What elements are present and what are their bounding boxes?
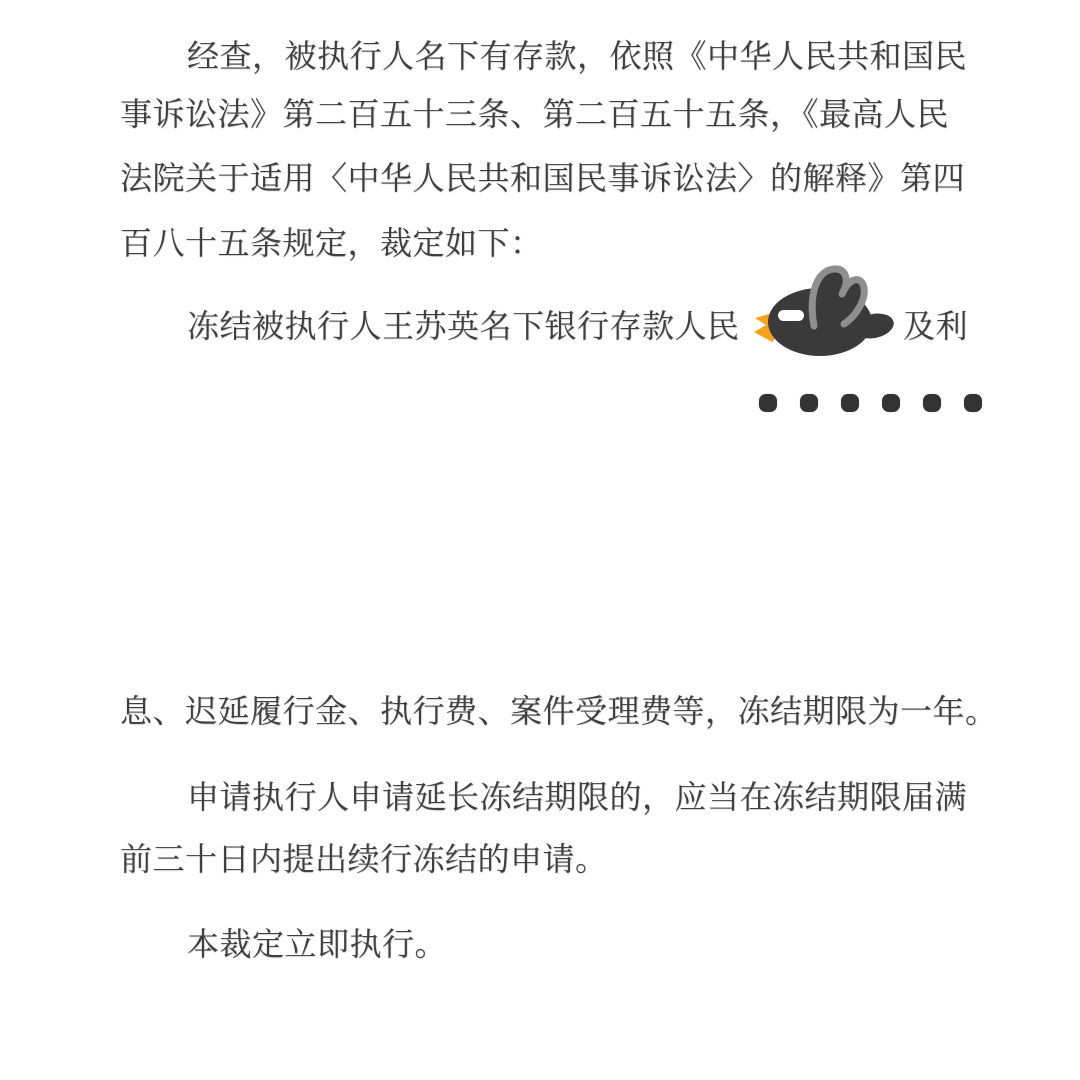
document-line-2: 事诉讼法》第二百五十三条、第二百五十五条，《最高人民 xyxy=(120,95,950,133)
redaction-dot xyxy=(964,394,982,412)
redaction-dot xyxy=(923,394,941,412)
redaction-dots-row xyxy=(759,394,982,412)
document-line-7: 息、迟延履行金、执行费、案件受理费等，冻结期限为一年。 xyxy=(120,692,998,730)
freeze-order-line-before-sticker: 冻结被执行人王苏英名下银行存款人民 xyxy=(187,307,740,345)
document-line-3: 法院关于适用〈中华人民共和国民事诉讼法〉的解释》第四 xyxy=(120,159,966,197)
document-line-10: 本裁定立即执行。 xyxy=(187,925,448,963)
redaction-dot xyxy=(759,394,777,412)
document-line-9: 前三十日内提出续行冻结的申请。 xyxy=(120,840,608,878)
bird-sticker-icon xyxy=(750,264,896,360)
redaction-dot xyxy=(882,394,900,412)
redaction-dot xyxy=(800,394,818,412)
bird-eye xyxy=(778,310,804,321)
redaction-dot xyxy=(841,394,859,412)
document-line-4: 百八十五条规定，裁定如下： xyxy=(120,224,543,262)
document-line-1: 经查，被执行人名下有存款，依照《中华人民共和国民 xyxy=(187,37,968,75)
freeze-order-line-after-sticker: 及利 xyxy=(903,307,969,345)
document-line-8: 申请执行人申请延长冻结期限的，应当在冻结期限届满 xyxy=(187,778,968,816)
